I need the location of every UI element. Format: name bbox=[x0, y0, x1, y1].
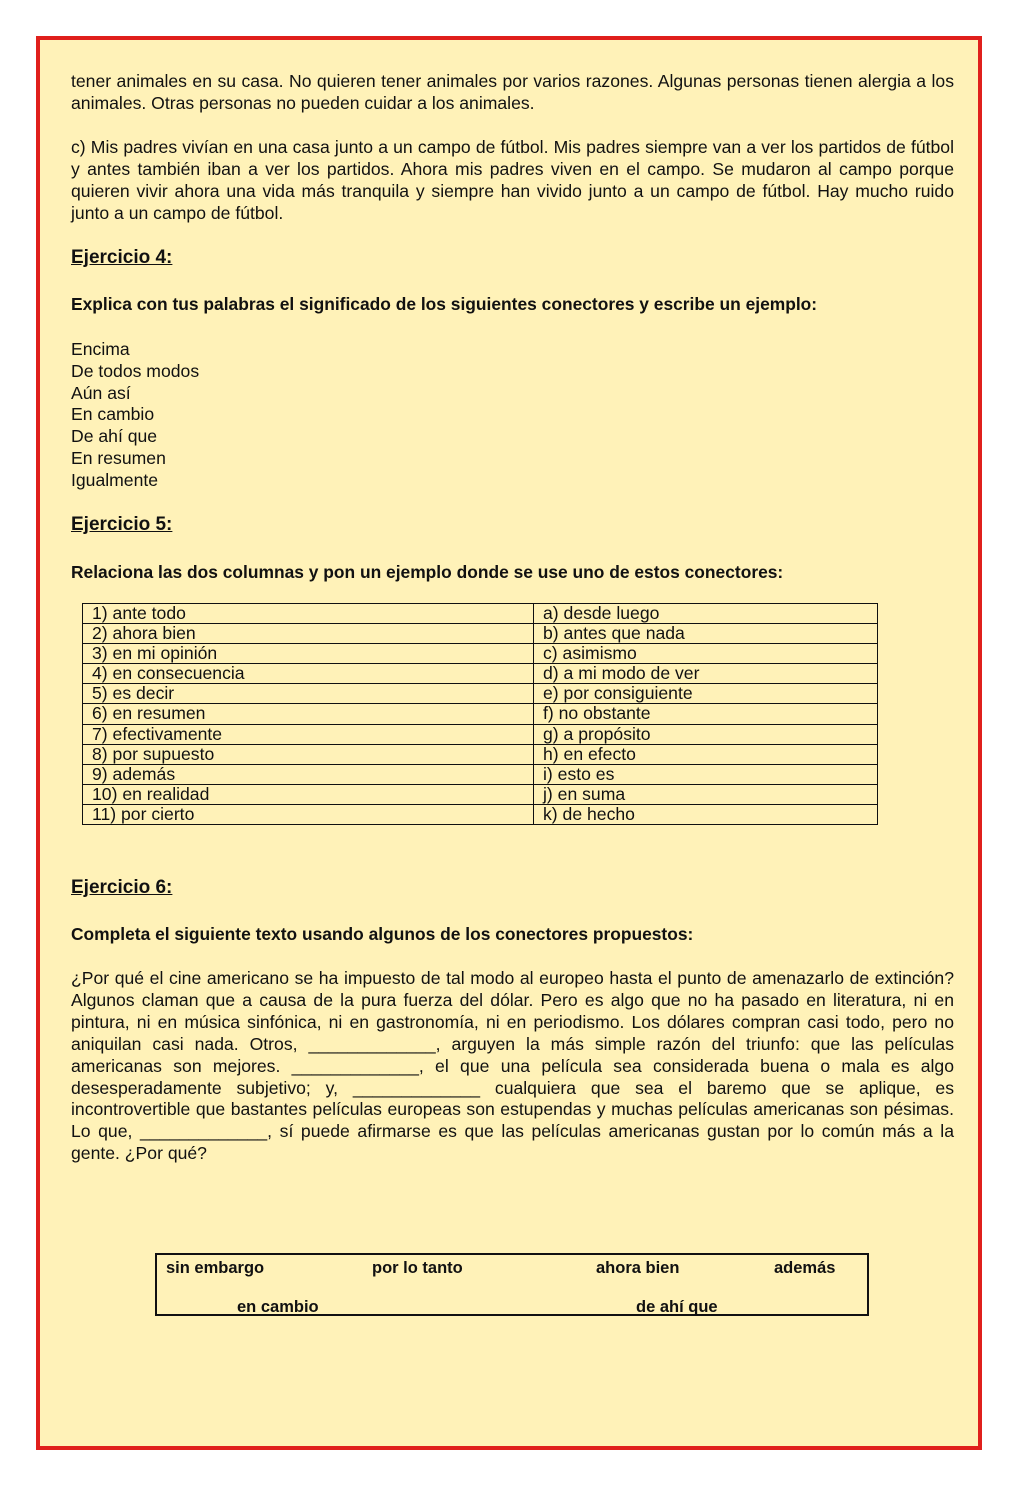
connector-list-item: Aún así bbox=[71, 383, 131, 403]
right-cell: a) desde luego bbox=[534, 604, 878, 624]
table-row bbox=[83, 784, 878, 804]
connector-list-item: De todos modos bbox=[71, 361, 200, 381]
right-cell: k) de hecho bbox=[534, 804, 878, 824]
right-cell: i) esto es bbox=[534, 764, 878, 784]
left-cell: 2) ahora bien bbox=[83, 624, 534, 644]
ejercicio-4-heading: Ejercicio 4: bbox=[71, 247, 173, 268]
left-cell: 1) ante todo bbox=[83, 604, 534, 624]
table-row bbox=[83, 664, 878, 684]
connector-options-box bbox=[155, 1253, 869, 1316]
cloze-text: ¿Por qué el cine americano se ha impuesto de tal modo al europeo hasta el punto de amenazarlo de extinción? Algunos claman que a causa de la pura fuerza del dólar. Pero es algo que no ha pasado en literatura, ni en pintura, ni en música sinfónica, ni en gastronomía, ni en periodismo. Los dólares compran casi todo, pero no aniquilan casi nada. Otros, _____________, arguyen la más simple razón del triunfo: que las películas americanas son mejores. _____________, el que una película sea considerada buena o mala es algo desesperadamente subjetivo; y, _____________ cualquiera que sea el baremo que se aplique, es incontrovertible que bastantes películas europeas son estupendas y muchas películas americanas son pésimas. Lo que, _____________, sí puede afirmarse es que las películas americanas gustan por lo común más a la gente. ¿Por qué? bbox=[71, 968, 954, 1164]
left-cell: 7) efectivamente bbox=[83, 724, 534, 744]
right-cell: e) por consiguiente bbox=[534, 684, 878, 704]
connector-option: sin embargo bbox=[166, 1259, 265, 1277]
table-row bbox=[83, 724, 878, 744]
right-cell: h) en efecto bbox=[534, 744, 878, 764]
connector-option: por lo tanto bbox=[372, 1259, 463, 1277]
left-cell: 3) en mi opinión bbox=[83, 644, 534, 664]
table-row bbox=[83, 604, 878, 624]
table-row bbox=[83, 804, 878, 824]
connector-list-item: En resumen bbox=[71, 448, 166, 468]
right-cell: j) en suma bbox=[534, 784, 878, 804]
left-cell: 9) además bbox=[83, 764, 534, 784]
connector-list-item: De ahí que bbox=[71, 426, 158, 446]
table-row bbox=[83, 704, 878, 724]
right-cell: f) no obstante bbox=[534, 704, 878, 724]
left-cell: 10) en realidad bbox=[83, 784, 534, 804]
matching-table bbox=[82, 603, 878, 825]
connector-option: en cambio bbox=[237, 1298, 319, 1316]
left-cell: 6) en resumen bbox=[83, 704, 534, 724]
left-cell: 11) por cierto bbox=[83, 804, 534, 824]
paragraph-c: c) Mis padres vivían en una casa junto a un campo de fútbol. Mis padres siempre van a ver los partidos de fútbol y antes también iban a ver los partidos. Ahora mis padres viven en el campo. Se mudaron al campo porque quieren vivir ahora una vida más tranquila y siempre han vivido junto a un campo de fútbol. Hay mucho ruido junto a un campo de fútbol. bbox=[71, 137, 954, 223]
left-cell: 4) en consecuencia bbox=[83, 664, 534, 684]
connector-list-item: En cambio bbox=[71, 404, 155, 424]
paragraph-b-end: tener animales en su casa. No quieren tener animales por varios razones. Algunas personas tienen alergia a los animales. Otras personas no pueden cuidar a los animales. bbox=[71, 71, 954, 113]
table-row bbox=[83, 764, 878, 784]
right-cell: g) a propósito bbox=[534, 724, 878, 744]
connector-option: de ahí que bbox=[636, 1298, 718, 1316]
right-cell: c) asimismo bbox=[534, 644, 878, 664]
table-row bbox=[83, 684, 878, 704]
connector-list-item: Encima bbox=[71, 339, 130, 359]
left-cell: 5) es decir bbox=[83, 684, 534, 704]
left-cell: 8) por supuesto bbox=[83, 744, 534, 764]
connector-option: además bbox=[774, 1259, 836, 1277]
right-cell: b) antes que nada bbox=[534, 624, 878, 644]
ejercicio-4-instruction: Explica con tus palabras el significado de los siguientes conectores y escribe un ejemplo: bbox=[71, 294, 818, 314]
table-row bbox=[83, 624, 878, 644]
ejercicio-5-heading: Ejercicio 5: bbox=[71, 514, 173, 535]
right-cell: d) a mi modo de ver bbox=[534, 664, 878, 684]
ejercicio-5-instruction: Relaciona las dos columnas y pon un ejemplo donde se use uno de estos conectores: bbox=[71, 562, 784, 582]
connector-list-item: Igualmente bbox=[71, 470, 159, 490]
connector-option: ahora bien bbox=[596, 1259, 680, 1277]
table-row bbox=[83, 744, 878, 764]
table-row bbox=[83, 644, 878, 664]
ejercicio-6-heading: Ejercicio 6: bbox=[71, 877, 173, 898]
ejercicio-6-instruction: Completa el siguiente texto usando algunos de los conectores propuestos: bbox=[71, 924, 694, 944]
